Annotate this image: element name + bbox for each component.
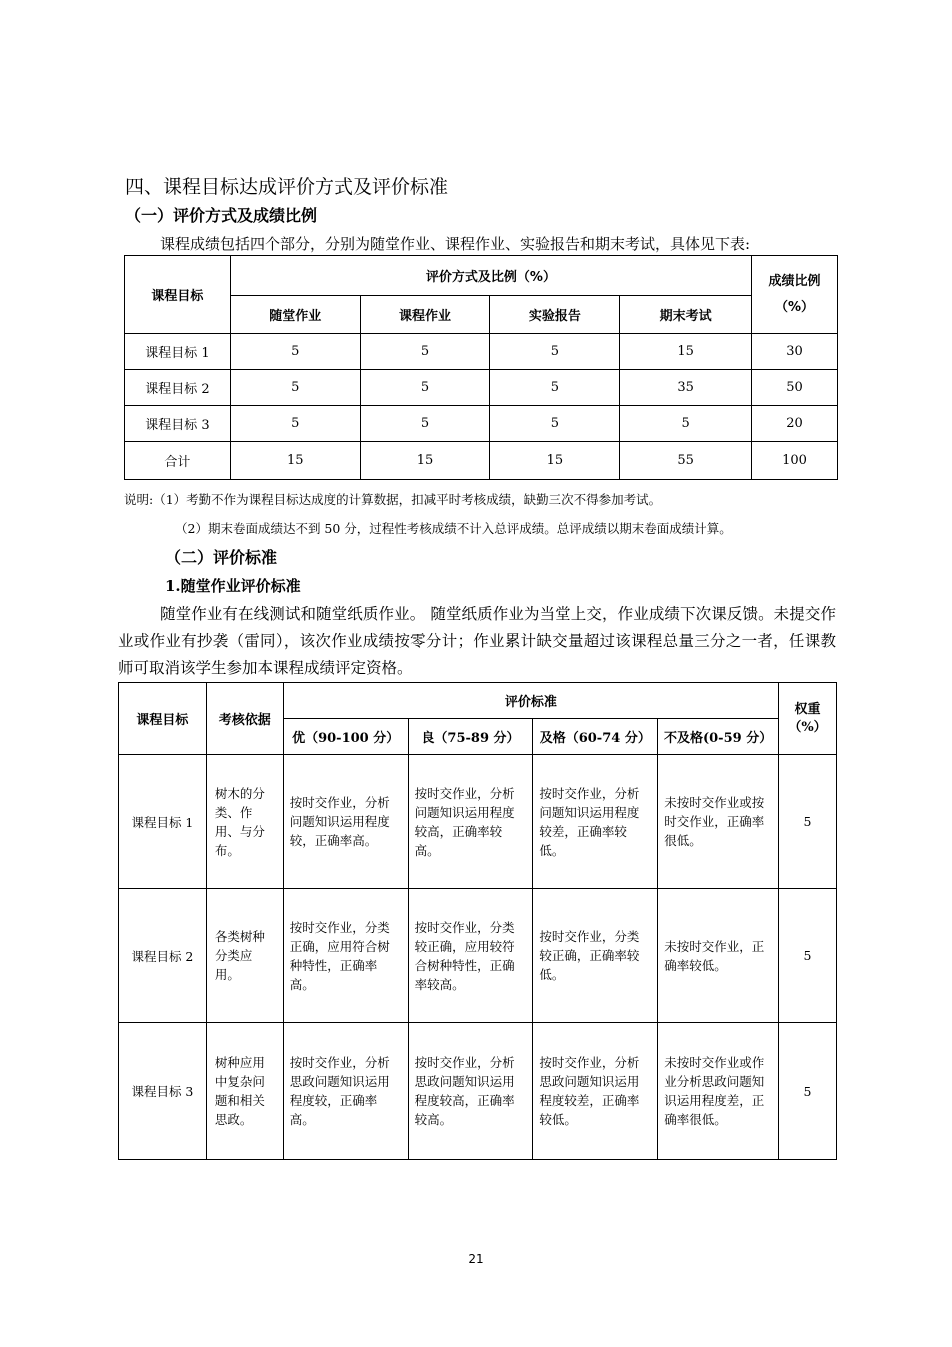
table-row [125, 334, 838, 370]
homework-paragraph: 随堂作业有在线测试和随堂纸质作业。 随堂纸质作业为当堂上交，作业成绩下次课反馈。未提交作业或作业有抄袭（雷同），该次作业成绩按零分计；作业累计缺交量超过该课程总量三分之一者，任课教师可取消该学生参加本课程成绩评定资格。 [118, 605, 836, 677]
row-goal: 课程目标 3 [125, 406, 231, 442]
header-grade-ratio [752, 256, 838, 334]
header-course-goal: 课程目标 [125, 256, 231, 334]
row-goal: 课程目标 1 [119, 755, 207, 889]
header-col: 随堂作业 [230, 296, 360, 334]
cell-value: 5 [230, 370, 360, 406]
cell-weight: 5 [779, 755, 837, 889]
row-goal: 课程目标 3 [119, 1023, 207, 1160]
intro-paragraph: 课程成绩包括四个部分，分别为随堂作业、课程作业、实验报告和期末考试，具体见下表: [160, 235, 751, 253]
cell-weight: 5 [779, 1023, 837, 1160]
cell-criteria: 按时交作业，分类较正确，正确率较低。 [533, 889, 658, 1023]
cell-value: 5 [620, 406, 752, 442]
header-weight-line1: 权重 [794, 701, 821, 717]
header-grade-ratio-line1: 成绩比例 [768, 273, 821, 289]
subsection-title-3: 1.随堂作业评价标准 [165, 577, 301, 595]
criteria-table [118, 682, 837, 1160]
cell-criteria: 按时交作业，分析思政问题知识运用程度较差，正确率较低。 [533, 1023, 658, 1160]
header-level: 不及格(0-59 分） [658, 719, 779, 755]
section-title: 四、课程目标达成评价方式及评价标准 [125, 176, 449, 198]
row-basis: 各类树种分类应用。 [206, 889, 283, 1023]
row-basis: 树木的分类、作用、与分布。 [206, 755, 283, 889]
cell-value: 5 [490, 370, 620, 406]
cell-weight: 5 [779, 889, 837, 1023]
header-grade-ratio-line2: （%） [775, 299, 815, 315]
grade-ratio-table [124, 255, 838, 480]
cell-criteria: 按时交作业，分析思政问题知识运用程度较高，正确率较高。 [408, 1023, 533, 1160]
row-goal: 课程目标 1 [125, 334, 231, 370]
table-row [119, 1023, 837, 1160]
cell-criteria: 按时交作业，分类较正确，应用较符合树种特性，正确率较高。 [408, 889, 533, 1023]
header-course-goal: 课程目标 [119, 683, 207, 755]
cell-value: 5 [230, 406, 360, 442]
header-criteria: 评价标准 [283, 683, 778, 719]
cell-value: 15 [620, 334, 752, 370]
header-eval-method: 评价方式及比例（%） [230, 256, 751, 296]
header-col: 课程作业 [360, 296, 490, 334]
table-row [125, 370, 838, 406]
subsection-title-2: （二）评价标准 [165, 548, 278, 567]
cell-total: 100 [752, 442, 838, 480]
row-basis: 树种应用中复杂问题和相关思政。 [206, 1023, 283, 1160]
header-weight [779, 683, 837, 755]
subsection-title-1: （一）评价方式及成绩比例 [125, 206, 318, 225]
header-weight-line2: （%） [788, 719, 827, 735]
cell-value: 5 [360, 370, 490, 406]
cell-criteria: 按时交作业，分析问题知识运用程度较，正确率高。 [283, 755, 408, 889]
cell-criteria: 按时交作业，分析思政问题知识运用程度较，正确率高。 [283, 1023, 408, 1160]
header-level: 良（75-89 分） [408, 719, 533, 755]
header-col: 实验报告 [490, 296, 620, 334]
cell-value: 15 [360, 442, 490, 480]
row-goal: 课程目标 2 [125, 370, 231, 406]
cell-criteria: 未按时交作业或作业分析思政问题知识运用程度差，正确率很低。 [658, 1023, 779, 1160]
cell-criteria: 按时交作业，分析问题知识运用程度较高，正确率较高。 [408, 755, 533, 889]
cell-value: 15 [490, 442, 620, 480]
cell-total: 20 [752, 406, 838, 442]
note-1: 说明:（1）考勤不作为课程目标达成度的计算数据，扣减平时考核成绩，缺勤三次不得参加考试。 [124, 492, 662, 507]
row-goal: 合计 [125, 442, 231, 480]
table-row-total [125, 442, 838, 480]
cell-criteria: 未按时交作业或按时交作业，正确率很低。 [658, 755, 779, 889]
table-row [125, 406, 838, 442]
row-goal: 课程目标 2 [119, 889, 207, 1023]
table-row [119, 755, 837, 889]
cell-total: 30 [752, 334, 838, 370]
page-number: 21 [468, 1252, 484, 1266]
cell-value: 15 [230, 442, 360, 480]
cell-value: 5 [360, 406, 490, 442]
header-col: 期末考试 [620, 296, 752, 334]
cell-criteria: 按时交作业，分析问题知识运用程度较差，正确率较低。 [533, 755, 658, 889]
cell-value: 5 [490, 334, 620, 370]
cell-value: 5 [360, 334, 490, 370]
cell-value: 35 [620, 370, 752, 406]
cell-criteria: 未按时交作业，正确率较低。 [658, 889, 779, 1023]
header-level: 优（90-100 分） [283, 719, 408, 755]
cell-value: 55 [620, 442, 752, 480]
header-level: 及格（60-74 分） [533, 719, 658, 755]
cell-total: 50 [752, 370, 838, 406]
cell-criteria: 按时交作业，分类正确，应用符合树种特性，正确率高。 [283, 889, 408, 1023]
cell-value: 5 [490, 406, 620, 442]
cell-value: 5 [230, 334, 360, 370]
note-2: （2）期末卷面成绩达不到 50 分，过程性考核成绩不计入总评成绩。总评成绩以期末卷面成绩计算。 [175, 521, 732, 536]
header-basis: 考核依据 [206, 683, 283, 755]
table-row [119, 889, 837, 1023]
